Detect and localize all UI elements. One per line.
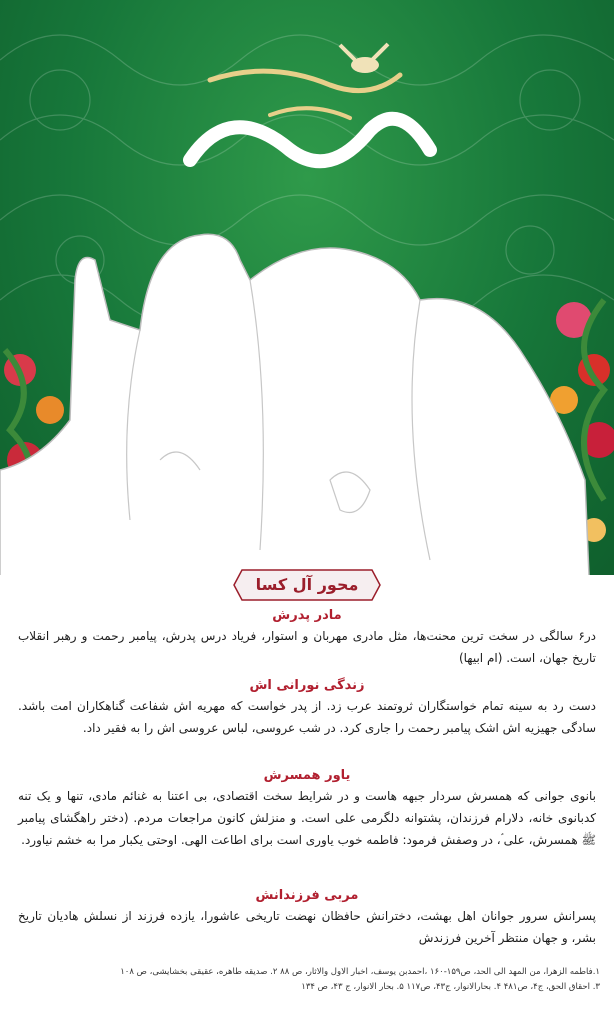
veiled-figures-silhouette bbox=[0, 220, 614, 590]
section-text: بانوی جوانی که همسرش سردار جبهه هاست و در شرایط سخت اقتصادی، بی اعتنا به غنائم مادی، تنها و یک تنه کدبانوی خانه، دلارام فرزندان، پشتوانه دلگرمی علی است. و منزلش کانون مراجعات مردم. (دختر راهگشای پیامبر ﷺ همسرش، علی ؑ، در وصفش فرمود: فاطمه خوب یاوری است برای اطاعت الهی. اوحتی یکبار مرا به خشم نیاورد. bbox=[18, 789, 596, 847]
footnotes bbox=[14, 965, 600, 995]
section-luminous-life bbox=[18, 678, 596, 739]
section-helper-of-husband bbox=[18, 768, 596, 851]
bird-icon bbox=[340, 44, 388, 73]
section-heading: زندگی نورانی اش bbox=[249, 678, 365, 693]
section-text: پسرانش سرور جوانان اهل بهشت، دخترانش حافظان نهضت تاریخی عاشورا، یازده فرزند از نسلش هادیان تاریخ بشر، و جهان منتظر آخرین فرزندش bbox=[18, 909, 596, 945]
section-text: در۶ سالگی در سخت ترین محنت‌ها، مثل مادری مهربان و استوار، فریاد درس پدرش، پیامبر رحمت و رهبر انقلاب تاریخ جهان، است. (ام ابیها) bbox=[18, 629, 596, 665]
section-mother-of-father bbox=[18, 608, 596, 669]
section-text: دست رد به سینه تمام خواستگاران ثروتمند عرب زد. از پدر خواست که مهریه اش شفاعت گناهکاران امت باشد. سادگی جهیزیه اش اشک پیامبر رحمت را جاری کرد. در شب عروسی، لباس عروسی اش را به فقیر داد. bbox=[18, 699, 596, 735]
banner-title: محور آل کسا bbox=[255, 575, 359, 594]
calligraphy-emblem bbox=[150, 40, 470, 210]
section-heading: مادر پدرش bbox=[272, 608, 342, 623]
section-educator-of-children bbox=[18, 888, 596, 949]
footnote-line: ۳. احقاق الحق، ج۴، ص۴۸۱ ۴. بحارالانوار، ج۴۳، ص۱۱۷ ۵. بحار الانوار، ج ۴۳، ص ۱۳۴ bbox=[301, 982, 600, 992]
section-heading: مربی فرزندانش bbox=[255, 888, 359, 903]
footnote-line: ۱.فاطمه الزهرا، من المهد الی الحد، ص۱۵۹-۱۶۰ ،احمدبن یوسف، اخبار الاول والاثار، ص ۸۸ ۲. صدیقه طاهره، عقیقی بخشایشی، ص ۱۰۸ bbox=[120, 967, 600, 977]
section-heading: یاور همسرش bbox=[263, 768, 351, 783]
